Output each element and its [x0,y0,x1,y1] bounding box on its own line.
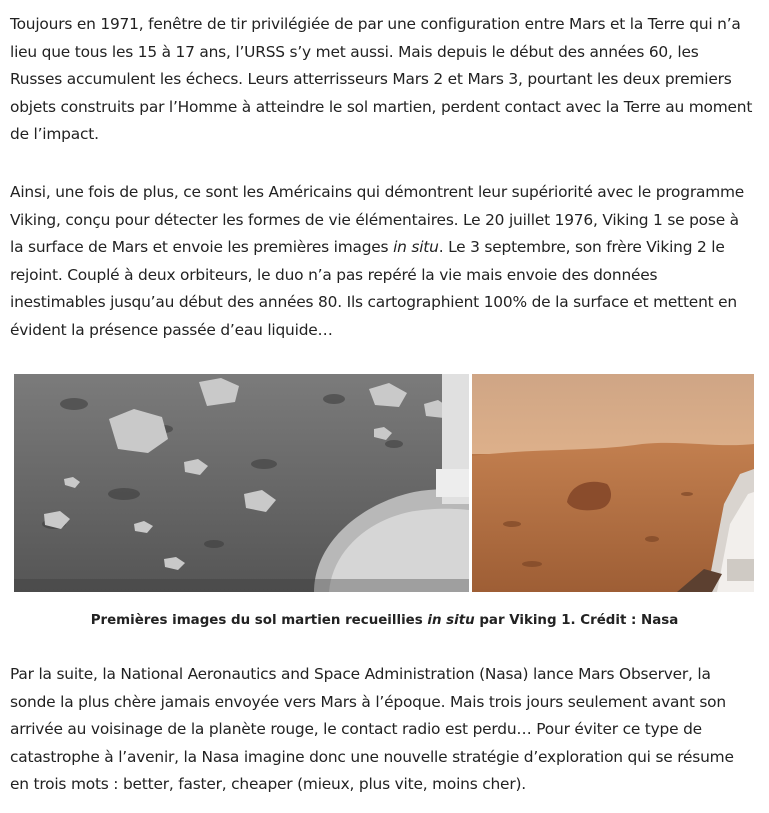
paragraph-2-text-a: Ainsi, une fois de plus, ce sont les Américains qui démontrent leur supériorité avec le programme Viking, conçu pour détecter les formes de vie élémentaires. Le 20 juillet 1976, Viking 1 se pose à la surface de Mars et envoie les premières images [10,183,745,256]
caption-text-a: Premières images du sol martien recueillies [90,613,428,628]
viking-color-photo [472,374,754,592]
image-caption [0,613,769,628]
viking-color-photo-art [472,374,754,592]
caption-text-b: par Viking 1. Crédit : Nasa [474,613,679,628]
paragraph-1: Toujours en 1971, fenêtre de tir privilégiée de par une configuration entre Mars et la Terre qui n’a lieu que tous les 15 à 17 ans, l’URSS s’y met aussi. Mais depuis le début des années 60, les Russes accumulent les échecs. Leurs atterrisseurs Mars 2 et Mars 3, pourtant les deux premiers objets construits par l’Homme à atteindre le sol martien, perdent contact avec la Terre au moment de l’impact. [10,15,753,143]
viking-bw-photo-art [14,374,469,592]
viking-bw-photo [14,374,469,592]
paragraph-2 [10,179,755,344]
paragraph-2-text-b: . Le 3 septembre, son frère Viking 2 le rejoint. Couplé à deux orbiteurs, le duo n’a pas repéré la vie mais envoie des données inestimables jusqu’au début des années 80. Ils cartographient 100% de la surface et mettent en évident la présence passée d’eau liquide… [10,238,737,339]
paragraph-3: Par la suite, la National Aeronautics and Space Administration (Nasa) lance Mars Observer, la sonde la plus chère jamais envoyée vers Mars à l’époque. Mais trois jours seulement avant son arrivée au voisinage de la planète rouge, le contact radio est perdu… Pour éviter ce type de catastrophe à l’avenir, la Nasa imagine donc une nouvelle stratégie d’exploration qui se résume en trois mots : better, faster, cheaper (mieux, plus vite, moins cher). [10,665,734,793]
caption-emphasis: in situ [427,613,475,628]
paragraph-2-emphasis: in situ [393,238,439,256]
